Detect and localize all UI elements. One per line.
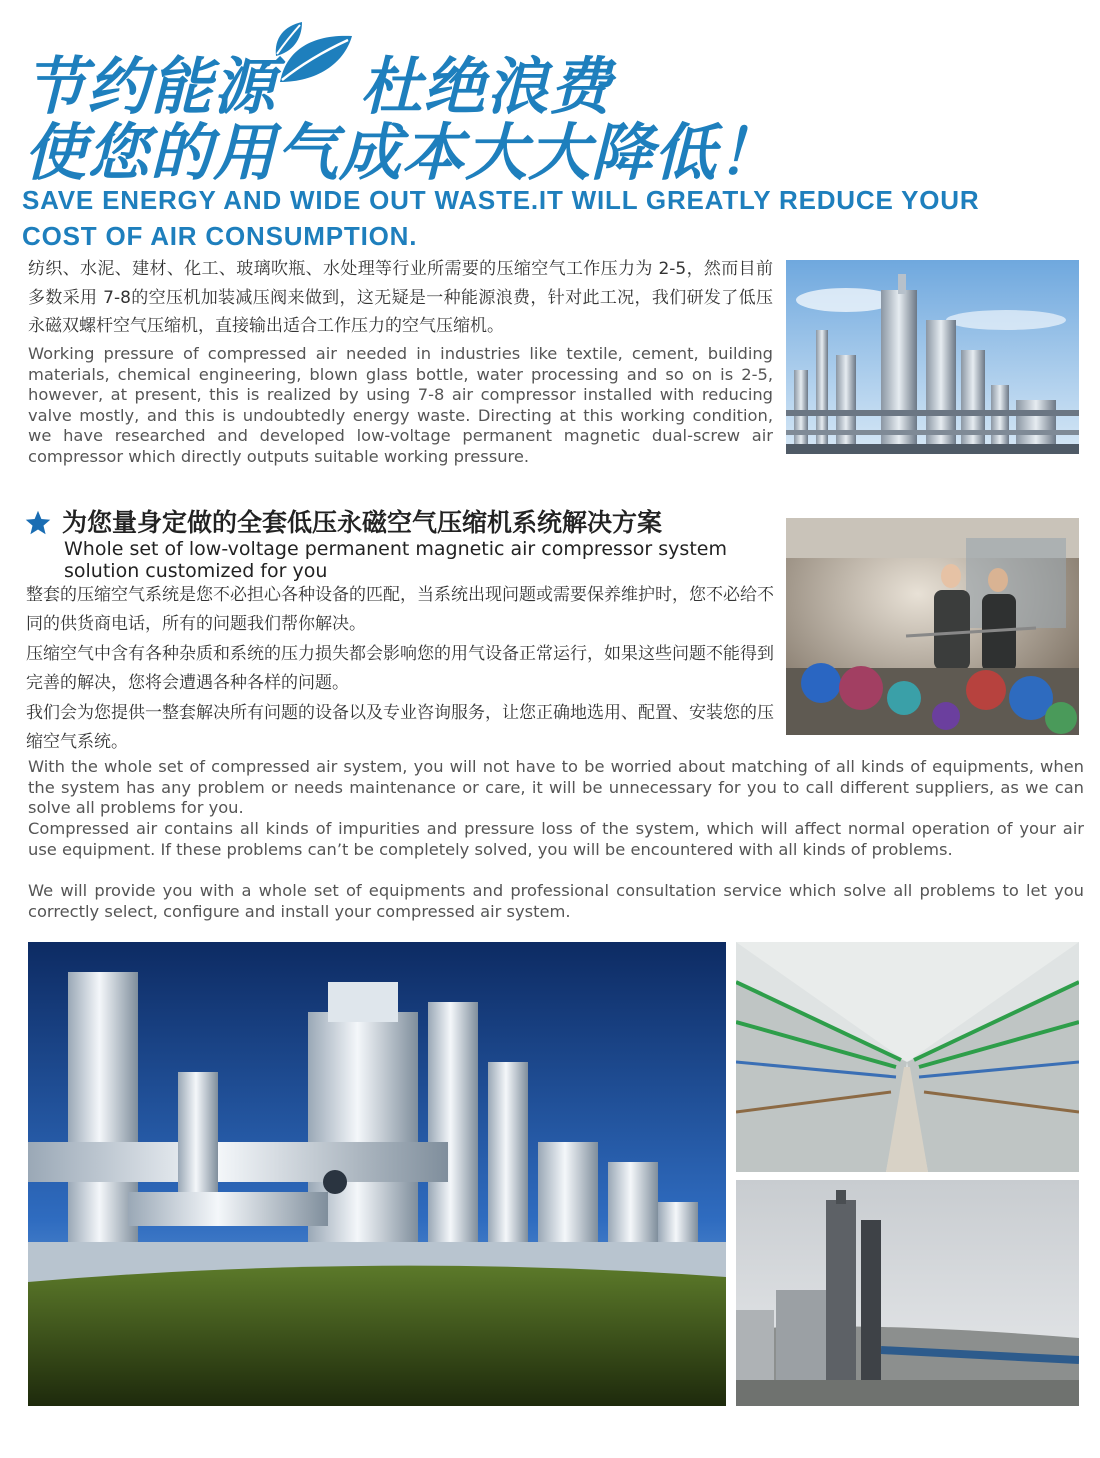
textile-mill-photo xyxy=(736,942,1079,1172)
title-en-line1: SAVE ENERGY AND WIDE OUT WASTE.IT WILL GREATLY REDUCE YOUR xyxy=(22,185,980,215)
title-en-line2: COST OF AIR CONSUMPTION. xyxy=(22,221,418,251)
section-cn-paragraph-1: 整套的压缩空气系统是您不必担心各种设备的匹配，当系统出现问题或需要保养维护时，您不必给不同的供货商电话，所有的问题我们帮你解决。 xyxy=(26,585,774,634)
title-cn-reduce-cost: 使您的用气成本大大降低！ xyxy=(24,116,781,189)
section-heading-en: Whole set of low-voltage permanent magnetic air compressor system solution customized for you xyxy=(64,538,727,582)
section-en-paragraph-3: We will provide you with a whole set of equipments and professional consultation service which solve all problems to let you correctly select, configure and install your compressed air system. xyxy=(28,881,1084,921)
title-cn-eliminate-waste: 杜绝浪费 xyxy=(360,50,613,123)
intro-cn-paragraph: 纺织、水泥、建材、化工、玻璃吹瓶、水处理等行业所需要的压缩空气工作压力为 2-5，然而目前多数采用 7-8的空压机加装减压阀来做到，这无疑是一种能源浪费，针对此工况，我们研发了低压永磁双螺杆空气压缩机，直接输出适合工作压力的空气压缩机。 xyxy=(28,259,773,336)
leaf-icon xyxy=(272,20,356,90)
cement-plant-photo xyxy=(736,1180,1079,1406)
glass-workshop-photo xyxy=(786,518,1079,735)
section-en-paragraph-2: Compressed air contains all kinds of impurities and pressure loss of the system, which will affect normal operation of your air use equipment. If these problems can’t be completely solved, you will be encountered with all kinds of problems. xyxy=(28,819,1084,859)
intro-en-paragraph: Working pressure of compressed air needed in industries like textile, cement, building materials, chemical engineering, blown glass bottle, water processing and so on is 2-5, however, at present, this is realized by using 7-8 air compressor installed with reducing valve mostly, and this is undoubtedly energy waste. Directing at this working condition, we have researched and developed low-voltage permanent magnetic dual-screw air compressor which directly outputs suitable working pressure. xyxy=(28,344,773,466)
section-cn-paragraph-3: 我们会为您提供一整套解决所有问题的设备以及专业咨询服务，让您正确地选用、配置、安装您的压缩空气系统。 xyxy=(26,703,774,752)
refinery-photo xyxy=(786,260,1079,454)
star-icon xyxy=(24,509,52,537)
section-en-paragraph-1: With the whole set of compressed air system, you will not have to be worried about matching of all kinds of equipments, when the system has any problem or needs maintenance or care, it will be unnecessary for you to call different suppliers, as we can solve all problems for you. xyxy=(28,757,1084,818)
section-heading-cn: 为您量身定做的全套低压永磁空气压缩机系统解决方案 xyxy=(62,508,663,537)
section-cn-paragraph-2: 压缩空气中含有各种杂质和系统的压力损失都会影响您的用气设备正常运行，如果这些问题不能得到完善的解决，您将会遭遇各种各样的问题。 xyxy=(26,644,774,693)
chemical-plant-photo xyxy=(28,942,726,1406)
title-cn-save-energy: 节约能源 xyxy=(24,50,277,123)
